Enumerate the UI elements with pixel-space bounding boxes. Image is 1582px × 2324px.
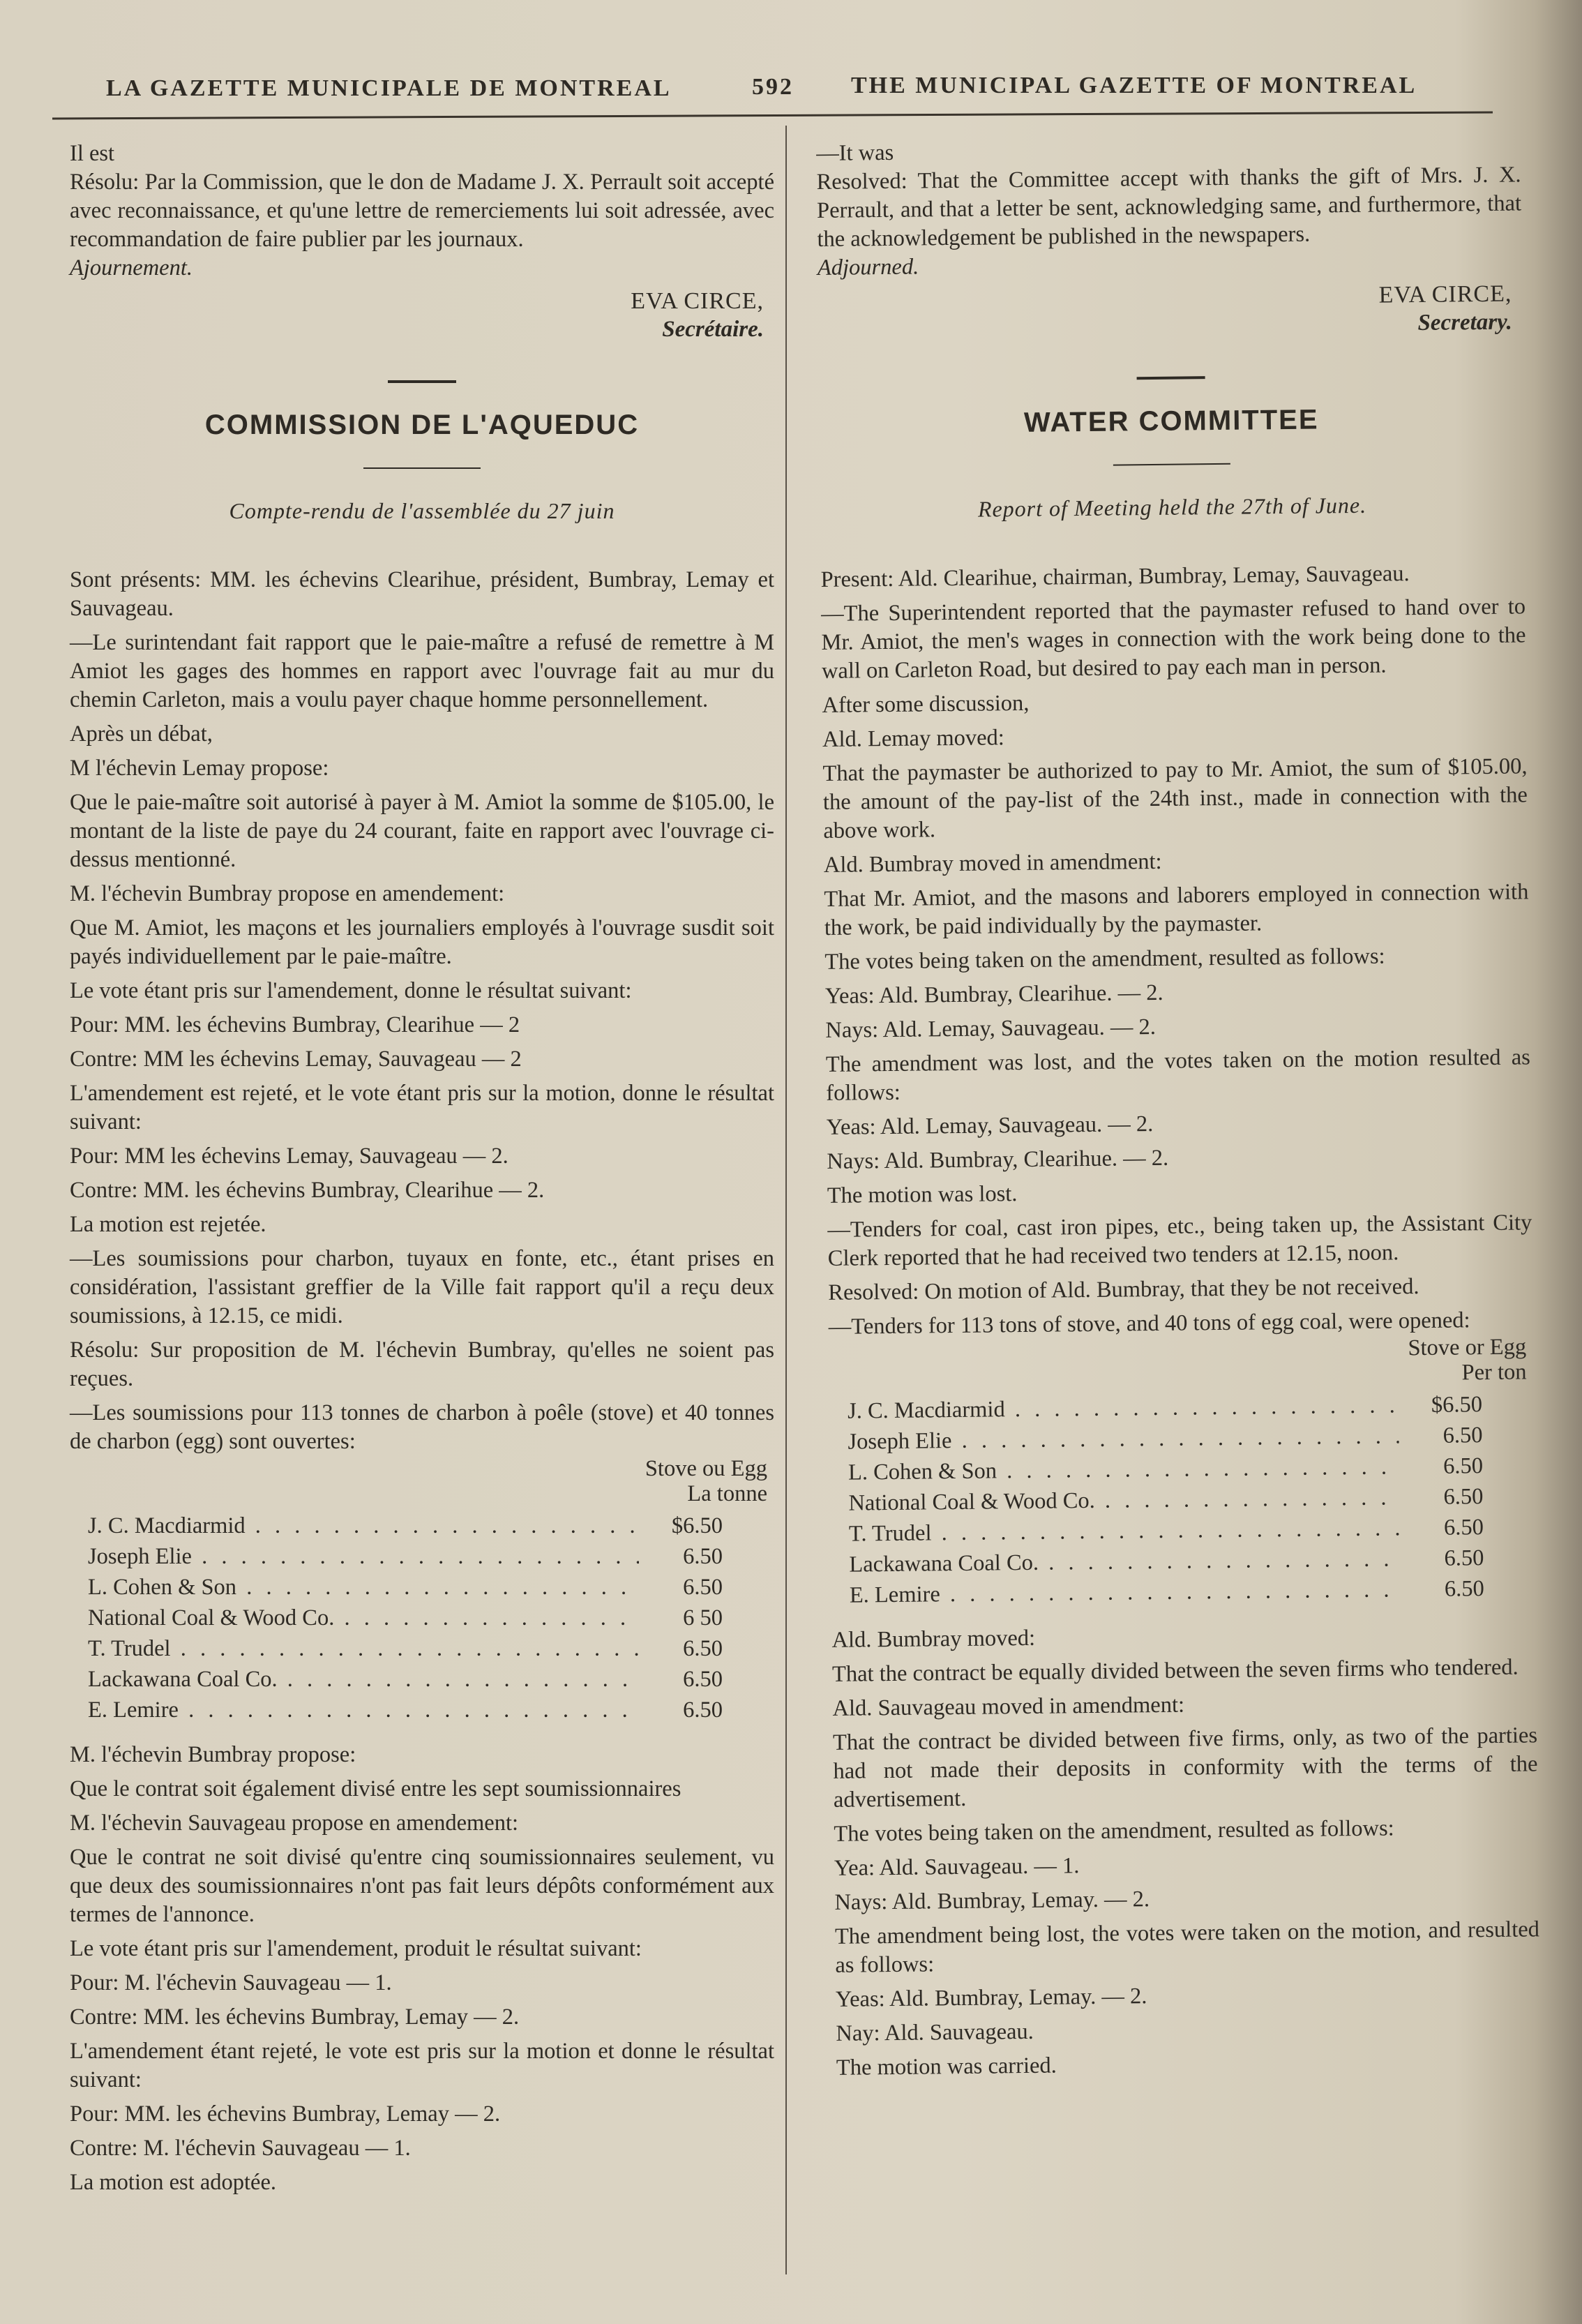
minutes-paragraph: Contre: M. l'échevin Sauvageau — 1.: [70, 2136, 411, 2161]
minutes-paragraph: The motion was carried.: [836, 2053, 1057, 2081]
minutes-paragraph: Contre: MM. les échevins Bumbray, Clearihue — 2.: [70, 1178, 545, 1203]
tenderer-name: J. C. Macdiarmid . . .: [848, 1390, 1399, 1426]
tenderer-name: E. Lemire . . .: [850, 1574, 1401, 1610]
minutes-paragraph: The amendment was lost, and the votes taken on the motion resulted as follows:: [825, 1044, 1531, 1106]
tender-head-unit: Per ton: [1461, 1359, 1527, 1386]
text-line: Il est: [70, 141, 115, 166]
tender-head-line: Stove ou Egg: [645, 1456, 767, 1481]
text-line: —It was: [816, 140, 894, 166]
running-header: [49, 68, 1500, 112]
minutes-paragraph: After some discussion,: [822, 690, 1030, 718]
tender-row: [88, 1664, 723, 1695]
tender-price: 6.50: [1443, 1484, 1484, 1510]
section-separator: [1137, 376, 1205, 380]
minutes-paragraph: —The Superintendent reported that the paymaster refused to hand over to Mr. Amiot, the men's wages in connection with the work being done to the wall on Carleton Road, but desired to pay each man in person.: [820, 594, 1526, 684]
tender-column-head: [829, 1334, 1527, 1391]
minutes-paragraph: Contre: MM. les échevins Bumbray, Lemay — 2.: [70, 2004, 520, 2030]
minutes-paragraph: —Les soumissions pour 113 tonnes de charbon à poêle (stove) et 40 tonnes de charbon (egg) sont ouvertes:: [70, 1400, 774, 1454]
tenderer-name: L. Cohen & Son . . .: [848, 1451, 1399, 1487]
tender-price: $6.50: [671, 1513, 723, 1538]
minutes-paragraph: Present: Ald. Clearihue, chairman, Bumbray, Lemay, Sauvageau.: [820, 561, 1410, 592]
tender-row: [88, 1633, 723, 1664]
tender-price: 6.50: [1442, 1453, 1484, 1479]
minutes-paragraph: Yea: Ald. Sauvageau. — 1.: [834, 1853, 1080, 1881]
minutes-body-a: [820, 558, 1533, 1342]
minutes-paragraph: M. l'échevin Bumbray propose:: [70, 1742, 356, 1767]
section-title: COMMISSION DE L'AQUEDUC: [204, 410, 640, 440]
tender-price: $6.50: [1431, 1392, 1483, 1418]
minutes-paragraph: Ald. Bumbray moved:: [831, 1625, 1036, 1653]
tenderer-name: J. C. Macdiarmid . . .: [88, 1510, 639, 1541]
tender-column-head: [70, 1456, 767, 1506]
minutes-paragraph: Contre: MM les échevins Lemay, Sauvageau — 2: [70, 1047, 522, 1072]
minutes-paragraph: L'amendement étant rejeté, le vote est pris sur la motion et donne le résultat suivant:: [70, 2039, 774, 2092]
signature-role: Secretary.: [1417, 309, 1512, 336]
minutes-paragraph: The votes being taken on the amendment, resulted as follows:: [834, 1815, 1394, 1847]
minutes-paragraph: Resolved: On motion of Ald. Bumbray, that they be not received.: [828, 1274, 1419, 1305]
minutes-paragraph: Nays: Ald. Bumbray, Lemay. — 2.: [834, 1887, 1150, 1915]
adjournment: Adjourned.: [817, 254, 919, 280]
minutes-paragraph: The motion was lost.: [827, 1181, 1018, 1208]
tenderer-name: National Coal & Wood Co. . . .: [848, 1482, 1399, 1518]
minutes-paragraph: Le vote étant pris sur l'amendement, produit le résultat suivant:: [70, 1936, 642, 1961]
minutes-paragraph: Sont présents: MM. les échevins Clearihue, président, Bumbray, Lemay et Sauvageau.: [70, 567, 774, 621]
page-number: 592: [752, 74, 794, 100]
header-rule: [52, 111, 1493, 119]
minutes-paragraph: Nays: Ald. Lemay, Sauvageau. — 2.: [825, 1014, 1157, 1043]
minutes-paragraph: L'amendement est rejeté, et le vote étant pris sur la motion, donne le résultat suivant:: [70, 1081, 774, 1134]
tenderer-name: National Coal & Wood Co. . . .: [88, 1603, 639, 1633]
tender-row: [88, 1572, 723, 1603]
minutes-paragraph: That Mr. Amiot, and the masons and laborers employed in connection with the work, be paid individually by the paymaster.: [824, 879, 1529, 940]
minutes-paragraph: The amendment being lost, the votes were taken on the motion, and resulted as follows:: [834, 1917, 1540, 1978]
tenderer-name: L. Cohen & Son . . .: [88, 1572, 639, 1603]
tender-row: [850, 1573, 1484, 1611]
tender-price: 6.50: [683, 1667, 723, 1692]
tender-price: 6.50: [1444, 1576, 1484, 1602]
tender-price: 6 50: [683, 1605, 723, 1630]
tenderer-name: Lackawana Coal Co. . . .: [849, 1543, 1400, 1580]
tender-head-unit: La tonne: [687, 1481, 767, 1506]
minutes-paragraph: Yeas: Ald. Bumbray, Lemay. — 2.: [835, 1984, 1147, 2012]
column-divider: [785, 126, 787, 2274]
minutes-paragraph: Pour: MM. les échevins Bumbray, Clearihue — 2: [70, 1012, 520, 1037]
tender-price: 6.50: [1442, 1423, 1483, 1448]
tenderer-name: Lackawana Coal Co. . . .: [88, 1664, 639, 1695]
french-column: [70, 140, 774, 2197]
header-english-title: THE MUNICIPAL GAZETTE OF MONTREAL: [851, 73, 1417, 98]
minutes-paragraph: La motion est rejetée.: [70, 1212, 266, 1237]
minutes-paragraph: Yeas: Ald. Bumbray, Clearihue. — 2.: [824, 980, 1163, 1009]
minutes-paragraph: Pour: MM les échevins Lemay, Sauvageau — 2.: [70, 1144, 508, 1169]
tender-price: 6.50: [683, 1544, 723, 1569]
tender-row: [88, 1603, 723, 1633]
minutes-paragraph: That the paymaster be authorized to pay to Mr. Amiot, the sum of $105.00, the amount of the pay-list of the 24th inst., made in connection with the above work.: [822, 754, 1528, 844]
minutes-body-a: [70, 566, 774, 1456]
minutes-paragraph: Ald. Bumbray moved in amendment:: [823, 848, 1162, 878]
tender-row: [88, 1541, 723, 1572]
minutes-paragraph: That the contract be equally divided between the seven firms who tendered.: [831, 1654, 1519, 1687]
minutes-paragraph: Nays: Ald. Bumbray, Clearihue. — 2.: [827, 1145, 1169, 1174]
minutes-paragraph: Yeas: Ald. Lemay, Sauvageau. — 2.: [826, 1111, 1154, 1140]
minutes-paragraph: That the contract be divided between five firms, only, as two of the parties had not made their deposits in conformity with the terms of the advertisement.: [832, 1723, 1538, 1813]
minutes-paragraph: Que M. Amiot, les maçons et les journaliers employés à l'ouvrage susdit soit payés individuellement par le paie-maître.: [70, 915, 774, 969]
minutes-paragraph: M. l'échevin Bumbray propose en amendement:: [70, 881, 505, 906]
minutes-paragraph: Ald. Sauvageau moved in amendment:: [832, 1692, 1185, 1721]
section-separator: [388, 380, 456, 383]
tenderer-name: E. Lemire . . .: [88, 1695, 639, 1725]
title-rule: [1113, 463, 1230, 466]
minutes-paragraph: Pour: M. l'échevin Sauvageau — 1.: [70, 1970, 392, 1995]
section-title: WATER COMMITTEE: [1023, 404, 1319, 438]
header-french-title: LA GAZETTE MUNICIPALE DE MONTREAL: [106, 75, 672, 101]
tender-row: [88, 1695, 723, 1725]
adjournment: Ajournement.: [70, 255, 193, 280]
tender-head-line: Stove or Egg: [1408, 1334, 1527, 1361]
tender-price: 6.50: [683, 1636, 723, 1661]
signature-name: EVA CIRCE,: [1378, 280, 1512, 308]
minutes-paragraph: M l'échevin Lemay propose:: [70, 756, 329, 781]
minutes-paragraph: Que le contrat soit également divisé entre les sept soumissionnaires: [70, 1776, 681, 1801]
tender-price: 6.50: [1444, 1545, 1484, 1571]
minutes-paragraph: —Le surintendant fait rapport que le paie-maître a refusé de remettre à M Amiot les gages des hommes en rapport avec l'ouvrage fait au mur du chemin Carleton, mais a voulu payer chaque homme personnellement.: [70, 630, 774, 712]
minutes-paragraph: Nay: Ald. Sauvageau.: [836, 2018, 1034, 2046]
signature-role: Secrétaire.: [662, 317, 764, 342]
resolution-paragraph: Resolved: That the Committee accept with thanks the gift of Mrs. J. X. Perrault, and that a letter be sent, acknowledging same, and furthermore, that the acknowledgement be published in the newspapers.: [816, 162, 1522, 252]
minutes-paragraph: La motion est adoptée.: [70, 2170, 277, 2195]
minutes-body-b: [831, 1619, 1541, 2083]
tender-price: 6.50: [683, 1697, 723, 1723]
tender-price: 6.50: [683, 1575, 723, 1600]
minutes-paragraph: Pour: MM. les échevins Bumbray, Lemay — 2.: [70, 2101, 501, 2127]
minutes-paragraph: —Tenders for 113 tons of stove, and 40 tons of egg coal, were opened:: [828, 1307, 1470, 1340]
minutes-paragraph: Ald. Lemay moved:: [822, 725, 1005, 752]
resolution-paragraph: Résolu: Par la Commission, que le don de Madame J. X. Perrault soit accepté avec reconnaissance, et qu'une lettre de remerciements lui soit adressée, avec recommandation de faire publier par les journaux.: [70, 170, 774, 252]
minutes-paragraph: M. l'échevin Sauvageau propose en amendement:: [70, 1811, 519, 1836]
title-rule: [363, 467, 481, 469]
minutes-paragraph: Que le contrat ne soit divisé qu'entre cinq soumissionnaires seulement, vu que deux des soumissionnaires n'ont pas fait leurs dépôts conformément aux termes de l'annonce.: [70, 1845, 774, 1927]
minutes-paragraph: —Tenders for coal, cast iron pipes, etc., being taken up, the Assistant City Clerk reported that he had received two tenders at 12.15, noon.: [827, 1210, 1532, 1271]
tender-table: [848, 1389, 1484, 1611]
tenderer-name: T. Trudel . . .: [88, 1633, 639, 1664]
minutes-paragraph: Après un débat,: [70, 721, 213, 747]
minutes-paragraph: —Les soumissions pour charbon, tuyaux en fonte, etc., étant prises en considération, l'assistant greffier de la Ville fait rapport qu'il a reçu deux soumissions, à 12.15, ce midi.: [70, 1246, 774, 1328]
minutes-paragraph: Que le paie-maître soit autorisé à payer à M. Amiot la somme de $105.00, le montant de la liste de paye du 24 courant, faite en rapport avec l'ouvrage ci-dessus mentionné.: [70, 790, 774, 872]
tender-row: [88, 1510, 723, 1541]
tender-table: [88, 1510, 723, 1725]
section-subtitle: Report of Meeting held the 27th of June.: [977, 492, 1367, 522]
section-subtitle: Compte-rendu de l'assemblée du 27 juin: [229, 498, 615, 523]
signature-name: EVA CIRCE,: [631, 288, 764, 314]
tender-price: 6.50: [1443, 1515, 1484, 1540]
minutes-paragraph: Le vote étant pris sur l'amendement, donne le résultat suivant:: [70, 978, 632, 1003]
minutes-body-b: [70, 1741, 774, 2197]
tenderer-name: Joseph Elie . . .: [848, 1420, 1399, 1457]
minutes-paragraph: The votes being taken on the amendment, resulted as follows:: [824, 943, 1385, 975]
tenderer-name: Joseph Elie . . .: [88, 1541, 639, 1572]
english-column: [816, 132, 1541, 2082]
tenderer-name: T. Trudel . . .: [849, 1513, 1400, 1549]
minutes-paragraph: Résolu: Sur proposition de M. l'échevin Bumbray, qu'elles ne soient pas reçues.: [70, 1337, 774, 1391]
